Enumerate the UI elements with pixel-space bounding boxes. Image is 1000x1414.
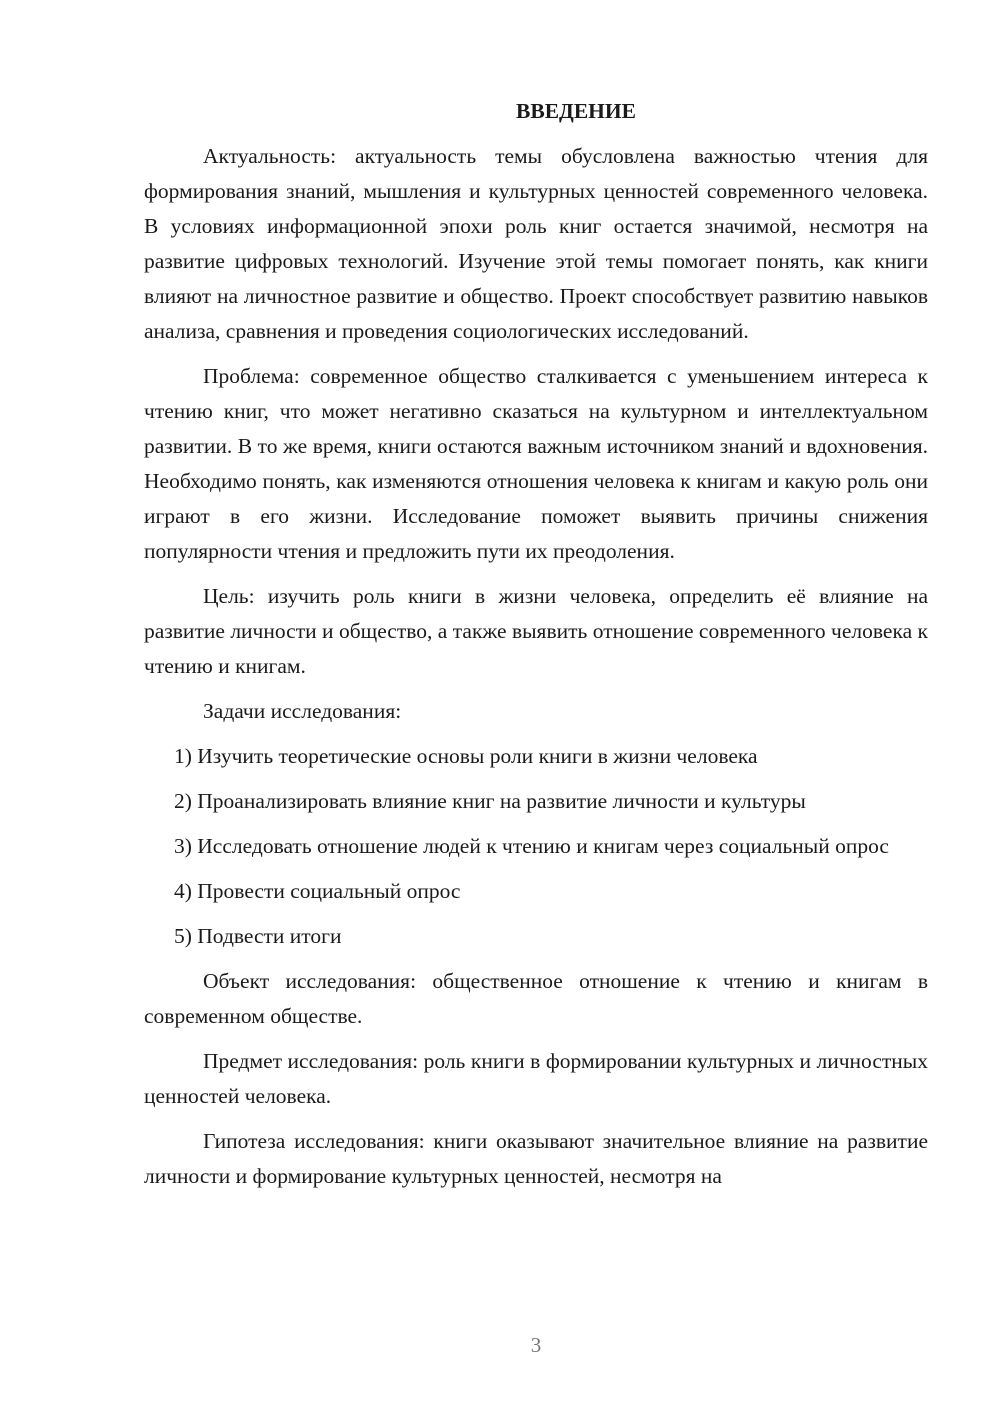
page-number: 3 bbox=[530, 1333, 542, 1357]
document-body bbox=[144, 94, 928, 1194]
paragraph-problem: Проблема: современное общество сталкивается с уменьшением интереса к чтению книг, что может негативно сказаться на культурном и интеллектуальном развитии. В то же время, книги остаются важным источником знаний и вдохновения. Необходимо понять, как изменяются отношения человека к книгам и какую роль они играют в его жизни. Исследование поможет выявить причины снижения популярности чтения и предложить пути их преодоления. bbox=[144, 364, 928, 563]
paragraph-relevance: Актуальность: актуальность темы обусловлена важностью чтения для формирования знаний, мышления и культурных ценностей современного человека. В условиях информационной эпохи роль книг остается значимой, несмотря на развитие цифровых технологий. Изучение этой темы помогает понять, как книги влияют на личностное развитие и общество. Проект способствует развитию навыков анализа, сравнения и проведения социологических исследований. bbox=[144, 144, 928, 343]
task-item-4: 4) Провести социальный опрос bbox=[174, 879, 461, 903]
task-item-5: 5) Подвести итоги bbox=[174, 924, 342, 948]
section-heading: ВВЕДЕНИЕ bbox=[516, 99, 636, 123]
paragraph-object: Объект исследования: общественное отношение к чтению и книгам в современном обществе. bbox=[144, 969, 928, 1028]
paragraph-subject: Предмет исследования: роль книги в формировании культурных и личностных ценностей человека. bbox=[144, 1049, 928, 1108]
paragraph-tasks-heading: Задачи исследования: bbox=[203, 699, 402, 723]
task-item-2: 2) Проанализировать влияние книг на развитие личности и культуры bbox=[174, 789, 806, 813]
paragraph-hypothesis: Гипотеза исследования: книги оказывают значительное влияние на развитие личности и формирование культурных ценностей, несмотря на bbox=[144, 1129, 928, 1188]
paragraph-goal: Цель: изучить роль книги в жизни человека, определить её влияние на развитие личности и общество, а также выявить отношение современного человека к чтению и книгам. bbox=[144, 584, 928, 678]
task-item-1: 1) Изучить теоретические основы роли книги в жизни человека bbox=[174, 744, 758, 768]
task-item-3: 3) Исследовать отношение людей к чтению и книгам через социальный опрос bbox=[174, 834, 889, 858]
